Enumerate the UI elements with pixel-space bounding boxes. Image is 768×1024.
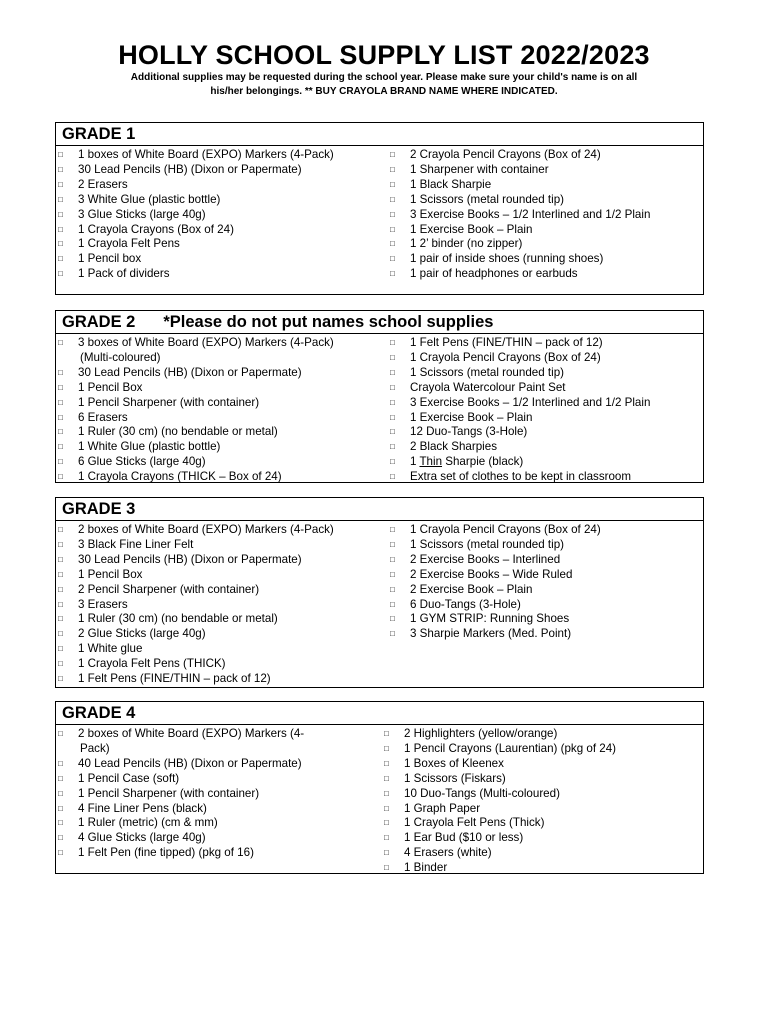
list-item bbox=[388, 163, 650, 178]
list-item bbox=[56, 727, 382, 742]
list-item bbox=[382, 816, 616, 831]
item-text: 10 Duo-Tangs (Multi-coloured) bbox=[404, 786, 560, 800]
checkbox-icon[interactable]: □ bbox=[390, 239, 395, 249]
item-text: 3 Sharpie Markers (Med. Point) bbox=[410, 627, 572, 641]
item-text: 1 pair of headphones or earbuds bbox=[410, 267, 578, 281]
list-item bbox=[56, 455, 388, 470]
item-text: 1 Ruler (30 cm) (no bendable or metal) bbox=[78, 425, 278, 439]
item-text: 1 Scissors (metal rounded tip) bbox=[410, 365, 565, 379]
list-item bbox=[388, 612, 601, 627]
list-item bbox=[382, 831, 616, 846]
checkbox-icon[interactable]: □ bbox=[58, 644, 63, 654]
list-item bbox=[382, 846, 616, 861]
checkbox-icon[interactable]: □ bbox=[390, 382, 395, 392]
list-item bbox=[56, 568, 388, 583]
checkbox-icon[interactable]: □ bbox=[390, 539, 395, 549]
item-text: 1 White Glue (plastic bottle) bbox=[78, 440, 221, 454]
item-text bbox=[410, 455, 523, 470]
item-text-continued: Pack) bbox=[80, 741, 110, 755]
list-item bbox=[56, 440, 388, 455]
item-text: 1 Crayola Felt Pens (THICK) bbox=[78, 657, 226, 671]
checkbox-icon[interactable]: □ bbox=[384, 788, 389, 798]
checkbox-icon[interactable]: □ bbox=[58, 150, 63, 159]
item-text: 4 Fine Liner Pens (black) bbox=[78, 801, 207, 815]
item-text: 4 Glue Sticks (large 40g) bbox=[78, 831, 206, 845]
checkbox-icon[interactable]: □ bbox=[58, 179, 63, 189]
grade-2-note: *Please do not put names school supplies bbox=[163, 312, 494, 331]
grade-2-section bbox=[55, 310, 704, 483]
list-item bbox=[56, 237, 388, 252]
grade-2-right-items-end bbox=[388, 470, 650, 485]
grade-4-section bbox=[55, 701, 704, 874]
checkbox-icon[interactable]: □ bbox=[58, 164, 63, 174]
checkbox-icon[interactable]: □ bbox=[384, 758, 389, 768]
list-item bbox=[388, 366, 650, 381]
checkbox-icon[interactable]: □ bbox=[58, 367, 63, 377]
list-item bbox=[56, 267, 388, 282]
grade-2-right-column bbox=[388, 336, 650, 485]
list-item bbox=[56, 553, 388, 568]
checkbox-icon[interactable]: □ bbox=[390, 338, 395, 347]
list-item bbox=[56, 223, 388, 238]
list-item bbox=[56, 366, 388, 381]
list-item bbox=[388, 523, 601, 538]
list-item bbox=[56, 396, 388, 411]
checkbox-icon[interactable]: □ bbox=[58, 659, 63, 669]
list-item bbox=[56, 757, 382, 772]
item-text: Extra set of clothes to be kept in classroom bbox=[410, 470, 632, 484]
grade-1-section bbox=[55, 122, 704, 295]
checkbox-icon[interactable]: □ bbox=[58, 382, 63, 392]
list-item bbox=[388, 267, 650, 282]
list-item bbox=[56, 336, 388, 351]
item-text: 1 Ruler (30 cm) (no bendable or metal) bbox=[78, 612, 278, 626]
checkbox-icon[interactable]: □ bbox=[58, 525, 63, 534]
list-item bbox=[388, 440, 650, 455]
grade-4-right-column bbox=[382, 727, 616, 876]
item-text: 2 Glue Sticks (large 40g) bbox=[78, 627, 206, 641]
checkbox-icon[interactable]: □ bbox=[390, 554, 395, 564]
checkbox-icon[interactable]: □ bbox=[390, 599, 395, 609]
checkbox-icon[interactable]: □ bbox=[58, 629, 63, 639]
item-text: 1 Graph Paper bbox=[404, 801, 481, 815]
list-item bbox=[388, 553, 601, 568]
checkbox-icon[interactable]: □ bbox=[390, 209, 395, 219]
list-item bbox=[56, 148, 388, 163]
checkbox-icon[interactable]: □ bbox=[58, 773, 63, 783]
checkbox-icon[interactable]: □ bbox=[390, 629, 395, 639]
item-text: 6 Duo-Tangs (3-Hole) bbox=[410, 597, 521, 611]
checkbox-icon[interactable]: □ bbox=[58, 569, 63, 579]
list-item bbox=[388, 178, 650, 193]
checkbox-icon[interactable]: □ bbox=[58, 729, 63, 738]
list-item bbox=[56, 642, 388, 657]
list-item bbox=[388, 208, 650, 223]
item-text: 1 Exercise Book – Plain bbox=[410, 410, 533, 424]
list-item bbox=[56, 208, 388, 223]
checkbox-icon[interactable]: □ bbox=[390, 412, 395, 422]
checkbox-icon[interactable]: □ bbox=[390, 367, 395, 377]
list-item bbox=[388, 381, 650, 396]
list-item bbox=[388, 538, 601, 553]
checkbox-icon[interactable]: □ bbox=[390, 352, 395, 362]
item-text: 2 Exercise Books – Wide Ruled bbox=[410, 567, 573, 581]
checkbox-icon[interactable]: □ bbox=[58, 412, 63, 422]
list-item bbox=[388, 598, 601, 613]
item-text: 3 boxes of White Board (EXPO) Markers (4-Pack) bbox=[78, 336, 334, 349]
item-text: 3 Exercise Books – 1/2 Interlined and 1/2 Plain bbox=[410, 395, 651, 409]
checkbox-icon[interactable]: □ bbox=[58, 758, 63, 768]
list-item bbox=[388, 627, 601, 642]
item-text: 1 Crayola Pencil Crayons (Box of 24) bbox=[410, 350, 601, 364]
grade-1-right-column bbox=[388, 148, 650, 282]
checkbox-icon[interactable]: □ bbox=[390, 614, 395, 624]
checkbox-icon[interactable]: □ bbox=[384, 833, 389, 843]
checkbox-icon[interactable]: □ bbox=[58, 442, 63, 452]
checkbox-icon[interactable]: □ bbox=[384, 729, 389, 738]
checkbox-icon[interactable]: □ bbox=[58, 614, 63, 624]
checkbox-icon[interactable]: □ bbox=[390, 472, 395, 482]
list-item bbox=[56, 252, 388, 267]
item-text: 1 Scissors (metal rounded tip) bbox=[410, 537, 565, 551]
checkbox-icon[interactable]: □ bbox=[58, 224, 63, 234]
item-text: 1 Ruler (metric) (cm & mm) bbox=[78, 816, 218, 830]
grade-4-heading bbox=[56, 702, 703, 725]
item-text: 2 Erasers bbox=[78, 177, 128, 191]
checkbox-icon[interactable]: □ bbox=[390, 269, 395, 279]
list-item bbox=[56, 672, 388, 687]
item-text: 1 Pencil Sharpener (with container) bbox=[78, 786, 260, 800]
item-text-underlined: Thin bbox=[419, 455, 443, 469]
checkbox-icon[interactable]: □ bbox=[390, 584, 395, 594]
checkbox-icon[interactable]: □ bbox=[58, 803, 63, 813]
item-text: 1 Crayola Crayons (THICK – Box of 24) bbox=[78, 470, 282, 484]
list-item bbox=[388, 351, 650, 366]
item-text: 6 Glue Sticks (large 40g) bbox=[78, 455, 206, 469]
checkbox-icon[interactable]: □ bbox=[58, 254, 63, 264]
checkbox-icon[interactable]: □ bbox=[58, 599, 63, 609]
checkbox-icon[interactable]: □ bbox=[58, 818, 63, 828]
subtitle-line-2: his/her belongings. ** BUY CRAYOLA BRAND NAME WHERE INDICATED. bbox=[210, 86, 558, 97]
item-text: 3 White Glue (plastic bottle) bbox=[78, 192, 221, 206]
list-item bbox=[388, 193, 650, 208]
subtitle-line-1: Additional supplies may be requested during the school year. Please make sure your child's name is on all bbox=[130, 72, 638, 83]
checkbox-icon[interactable]: □ bbox=[58, 457, 63, 467]
checkbox-icon[interactable]: □ bbox=[390, 397, 395, 407]
list-item bbox=[56, 178, 388, 193]
grade-3-heading bbox=[56, 498, 703, 521]
item-text: 1 Black Sharpie bbox=[410, 177, 492, 191]
list-item bbox=[56, 381, 388, 396]
checkbox-icon[interactable]: □ bbox=[58, 397, 63, 407]
list-item bbox=[388, 223, 650, 238]
list-item bbox=[388, 470, 650, 485]
checkbox-icon[interactable]: □ bbox=[58, 833, 63, 843]
item-text: 1 Felt Pen (fine tipped) (pkg of 16) bbox=[78, 846, 254, 860]
checkbox-icon[interactable]: □ bbox=[390, 254, 395, 264]
item-text: 2 Highlighters (yellow/orange) bbox=[404, 727, 558, 740]
grade-4-left-items bbox=[56, 757, 382, 861]
item-text: 1 2’ binder (no zipper) bbox=[410, 237, 523, 251]
checkbox-icon[interactable]: □ bbox=[390, 164, 395, 174]
list-item bbox=[382, 861, 616, 876]
list-item bbox=[388, 396, 650, 411]
list-item bbox=[388, 252, 650, 267]
list-item bbox=[56, 787, 382, 802]
item-text: 1 Pack of dividers bbox=[78, 267, 170, 281]
item-text: 30 Lead Pencils (HB) (Dixon or Papermate) bbox=[78, 552, 302, 566]
grade-2-left-items bbox=[56, 366, 388, 485]
list-item bbox=[388, 568, 601, 583]
grade-1-title: GRADE 1 bbox=[62, 124, 136, 143]
checkbox-icon[interactable]: □ bbox=[390, 150, 395, 159]
list-item bbox=[56, 802, 382, 817]
list-item bbox=[56, 163, 388, 178]
checkbox-icon[interactable]: □ bbox=[58, 472, 63, 482]
checkbox-icon[interactable]: □ bbox=[58, 848, 63, 858]
checkbox-icon[interactable]: □ bbox=[390, 442, 395, 452]
checkbox-icon[interactable]: □ bbox=[58, 239, 63, 249]
item-text: 2 Exercise Book – Plain bbox=[410, 582, 533, 596]
list-item bbox=[56, 193, 388, 208]
item-text: 2 Crayola Pencil Crayons (Box of 24) bbox=[410, 148, 601, 161]
item-text: 1 Crayola Pencil Crayons (Box of 24) bbox=[410, 523, 601, 536]
item-text: 1 boxes of White Board (EXPO) Markers (4-Pack) bbox=[78, 148, 334, 161]
list-item bbox=[388, 336, 650, 351]
item-text: 3 Glue Sticks (large 40g) bbox=[78, 207, 206, 221]
item-text-part: 1 bbox=[410, 455, 420, 469]
list-item bbox=[388, 425, 650, 440]
item-text: 2 Black Sharpies bbox=[410, 440, 497, 454]
list-item bbox=[56, 598, 388, 613]
grade-2-left-column bbox=[56, 336, 388, 485]
list-item bbox=[56, 425, 388, 440]
list-item bbox=[382, 802, 616, 817]
checkbox-icon[interactable]: □ bbox=[58, 194, 63, 204]
list-item bbox=[56, 816, 382, 831]
checkbox-icon[interactable]: □ bbox=[390, 569, 395, 579]
list-item bbox=[56, 523, 388, 538]
checkbox-icon[interactable]: □ bbox=[390, 224, 395, 234]
list-item bbox=[56, 657, 388, 672]
list-item bbox=[56, 583, 388, 598]
checkbox-icon[interactable]: □ bbox=[58, 209, 63, 219]
list-item bbox=[56, 627, 388, 642]
checkbox-icon[interactable]: □ bbox=[58, 427, 63, 437]
checkbox-icon[interactable]: □ bbox=[390, 525, 395, 534]
item-text: 1 Scissors (metal rounded tip) bbox=[410, 192, 565, 206]
item-text: 12 Duo-Tangs (3-Hole) bbox=[410, 425, 528, 439]
list-item bbox=[56, 772, 382, 787]
list-item bbox=[56, 612, 388, 627]
list-item bbox=[388, 583, 601, 598]
item-text: 1 Binder bbox=[404, 861, 448, 875]
list-item bbox=[382, 727, 616, 742]
item-text: 1 Pencil Box bbox=[78, 380, 143, 394]
list-item bbox=[382, 742, 616, 757]
item-text: 1 Pencil Sharpener (with container) bbox=[78, 395, 260, 409]
item-text: 1 Crayola Crayons (Box of 24) bbox=[78, 222, 234, 236]
subtitle bbox=[90, 71, 678, 99]
item-text: 4 Erasers (white) bbox=[404, 846, 492, 860]
item-text: 6 Erasers bbox=[78, 410, 128, 424]
list-item bbox=[382, 772, 616, 787]
checkbox-icon[interactable]: □ bbox=[384, 848, 389, 858]
item-text: 1 Felt Pens (FINE/THIN – pack of 12) bbox=[78, 672, 271, 686]
item-text: 1 Felt Pens (FINE/THIN – pack of 12) bbox=[410, 336, 603, 349]
checkbox-icon[interactable]: □ bbox=[390, 179, 395, 189]
grade-4-title: GRADE 4 bbox=[62, 703, 136, 722]
item-text: 3 Exercise Books – 1/2 Interlined and 1/2 Plain bbox=[410, 207, 651, 221]
grade-4-left-column bbox=[56, 727, 382, 876]
grade-3-section bbox=[55, 497, 704, 688]
checkbox-icon[interactable]: □ bbox=[384, 818, 389, 828]
item-text: 40 Lead Pencils (HB) (Dixon or Papermate) bbox=[78, 756, 302, 770]
checkbox-icon[interactable]: □ bbox=[384, 743, 389, 753]
list-item bbox=[388, 237, 650, 252]
item-text: 1 GYM STRIP: Running Shoes bbox=[410, 612, 570, 626]
list-item bbox=[382, 787, 616, 802]
page-title: HOLLY SCHOOL SUPPLY LIST 2022/2023 bbox=[118, 40, 650, 70]
list-item bbox=[388, 148, 650, 163]
checkbox-icon[interactable]: □ bbox=[384, 803, 389, 813]
item-text: 3 Erasers bbox=[78, 597, 128, 611]
item-text: 30 Lead Pencils (HB) (Dixon or Papermate) bbox=[78, 162, 302, 176]
checkbox-icon[interactable]: □ bbox=[58, 338, 63, 347]
grade-1-heading bbox=[56, 123, 703, 146]
checkbox-icon[interactable]: □ bbox=[384, 863, 389, 873]
grade-1-left-column bbox=[56, 148, 388, 282]
grade-2-title: GRADE 2 bbox=[62, 312, 136, 331]
item-text: 2 boxes of White Board (EXPO) Markers (4- bbox=[78, 727, 305, 740]
item-text: 1 Pencil Crayons (Laurentian) (pkg of 24) bbox=[404, 741, 617, 755]
checkbox-icon[interactable]: □ bbox=[58, 674, 63, 684]
item-text: 1 Sharpener with container bbox=[410, 162, 549, 176]
item-text: 1 Crayola Felt Pens (Thick) bbox=[404, 816, 545, 830]
checkbox-icon[interactable]: □ bbox=[390, 427, 395, 437]
checkbox-icon[interactable]: □ bbox=[390, 457, 395, 467]
item-text: 1 White glue bbox=[78, 642, 143, 656]
list-item bbox=[56, 846, 382, 861]
item-text: 1 Crayola Felt Pens bbox=[78, 237, 180, 251]
list-item bbox=[56, 831, 382, 846]
checkbox-icon[interactable]: □ bbox=[58, 539, 63, 549]
grade-3-left-column bbox=[56, 523, 388, 687]
grade-3-title: GRADE 3 bbox=[62, 499, 136, 518]
item-text: 2 Exercise Books – Interlined bbox=[410, 552, 561, 566]
grade-3-right-column bbox=[388, 523, 601, 687]
item-text: 3 Black Fine Liner Felt bbox=[78, 537, 194, 551]
item-text-part: Sharpie (black) bbox=[442, 455, 524, 469]
item-text: Crayola Watercolour Paint Set bbox=[410, 380, 566, 394]
grade-2-right-items bbox=[388, 336, 650, 455]
list-item bbox=[382, 757, 616, 772]
list-item bbox=[56, 470, 388, 485]
item-text-continued: (Multi-coloured) bbox=[80, 350, 161, 364]
item-text: 1 Pencil Case (soft) bbox=[78, 771, 180, 785]
checkbox-icon[interactable]: □ bbox=[58, 269, 63, 279]
item-text: 1 Pencil box bbox=[78, 252, 142, 266]
item-text: 1 pair of inside shoes (running shoes) bbox=[410, 252, 604, 266]
checkbox-icon[interactable]: □ bbox=[390, 194, 395, 204]
item-text: 1 Boxes of Kleenex bbox=[404, 756, 504, 770]
item-text: 30 Lead Pencils (HB) (Dixon or Papermate) bbox=[78, 365, 302, 379]
checkbox-icon[interactable]: □ bbox=[58, 788, 63, 798]
checkbox-icon[interactable]: □ bbox=[384, 773, 389, 783]
list-item bbox=[388, 455, 650, 470]
item-text: 1 Pencil Box bbox=[78, 567, 143, 581]
list-item bbox=[56, 411, 388, 426]
list-item bbox=[56, 538, 388, 553]
item-text: 2 boxes of White Board (EXPO) Markers (4-Pack) bbox=[78, 523, 334, 536]
item-text: 1 Scissors (Fiskars) bbox=[404, 771, 506, 785]
item-text: 1 Ear Bud ($10 or less) bbox=[404, 831, 524, 845]
checkbox-icon[interactable]: □ bbox=[58, 554, 63, 564]
item-text: 1 Exercise Book – Plain bbox=[410, 222, 533, 236]
item-text: 2 Pencil Sharpener (with container) bbox=[78, 582, 260, 596]
grade-2-heading bbox=[56, 311, 703, 334]
list-item bbox=[388, 411, 650, 426]
checkbox-icon[interactable]: □ bbox=[58, 584, 63, 594]
